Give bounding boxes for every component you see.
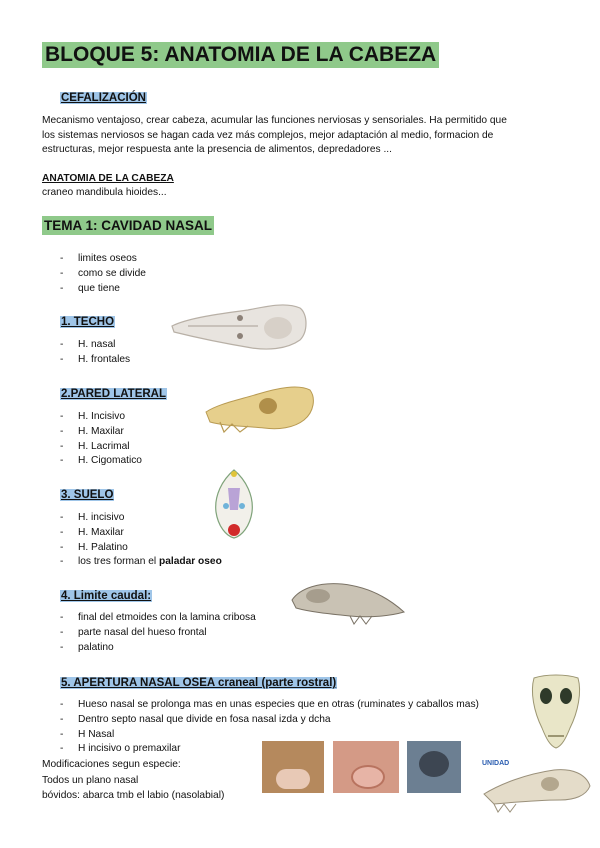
anatomia-heading: ANATOMIA DE LA CABEZA: [42, 173, 174, 184]
apertura-notes: [42, 757, 224, 804]
list-item: - H. Cigomatico: [42, 454, 142, 469]
list-item: - parte nasal del hueso frontal: [42, 626, 256, 641]
cefalizacion-line: Mecanismo ventajoso, crear cabeza, acumular las funciones nerviosas y sensoriales. Ha permitido que: [42, 115, 507, 126]
list-item: - como se divide: [42, 267, 146, 282]
list-item: - final del etmoides con la lamina cribosa: [42, 611, 256, 626]
pared-lateral-heading: 2.PARED LATERAL: [61, 388, 166, 400]
limite-caudal-list: [42, 611, 256, 655]
anatomia-text: craneo mandibula hioides...: [42, 187, 167, 198]
pig-snout: [351, 765, 385, 789]
list-item: - limites oseos: [42, 252, 146, 267]
list-item: - H. incisivo: [42, 511, 222, 526]
cefalizacion-line: los sistemas nerviosos se hagan cada vez más complejos, mejor adaptación al medio, formacion de: [42, 129, 494, 141]
list-item: - H. Lacrimal: [42, 440, 142, 455]
paladar-oseo-bold: paladar oseo: [158, 556, 222, 568]
page-title: BLOQUE 5: ANATOMIA DE LA CABEZA: [42, 42, 439, 68]
list-item: - H. nasal: [42, 338, 130, 353]
cefalizacion-line: estructuras, mejor respuesta ante la presencia de alimentos, depredadores ...: [42, 144, 392, 156]
note-line: Modificaciones segun especie:: [42, 759, 181, 770]
dog-nose: [419, 751, 449, 777]
skull-dorsal-image: [168, 298, 310, 358]
list-item: - Dentro septo nasal que divide en fosa nasal izda y dcha: [42, 713, 479, 728]
pig-photo: [333, 741, 399, 793]
dog-photo: [407, 741, 461, 793]
note-line: Todos un plano nasal: [42, 774, 139, 786]
pared-lateral-list: [42, 410, 142, 469]
suelo-list: [42, 511, 222, 570]
list-item: [42, 555, 222, 570]
techo-list: [42, 338, 130, 368]
dog-skull-image: [480, 756, 592, 814]
horse-skull-front-image: [526, 672, 586, 750]
cefalizacion-heading: CEFALIZACIÓN: [61, 92, 146, 104]
skull-sagittal-image: [290, 578, 408, 626]
note-line: bóvidos: abarca tmb el labio (nasolabial): [42, 790, 225, 801]
list-item: - H Nasal: [42, 728, 479, 743]
list-item: - H. Incisivo: [42, 410, 142, 425]
apertura-heading: 5. APERTURA NASAL OSEA craneal (parte rostral): [61, 677, 337, 689]
list-item: - H incisivo o premaxilar: [42, 742, 479, 757]
skull-lateral-image: [204, 382, 316, 436]
list-item: - palatino: [42, 641, 256, 656]
list-item: - H. Maxilar: [42, 425, 142, 440]
tema1-list: [42, 252, 146, 296]
list-item: - Hueso nasal se prolonga mas en unas especies que en otras (ruminates y caballos mas): [42, 698, 479, 713]
image-label: UNIDAD: [482, 760, 510, 767]
list-item: - que tiene: [42, 282, 146, 297]
cefalizacion-paragraph: [42, 114, 572, 158]
suelo-heading: 3. SUELO: [61, 489, 114, 501]
skull-ventral-image: [210, 466, 258, 542]
cow-photo: [262, 741, 324, 793]
limite-caudal-heading: 4. Limite caudal:: [61, 590, 152, 602]
suelo-last-prefix: los tres forman el: [78, 556, 159, 568]
techo-heading: 1. TECHO: [61, 316, 115, 328]
list-item: - H. frontales: [42, 353, 130, 368]
list-item: - H. Maxilar: [42, 526, 222, 541]
list-item: - H. Palatino: [42, 541, 222, 556]
tema1-heading: TEMA 1: CAVIDAD NASAL: [44, 218, 212, 233]
cow-nose: [276, 769, 310, 789]
